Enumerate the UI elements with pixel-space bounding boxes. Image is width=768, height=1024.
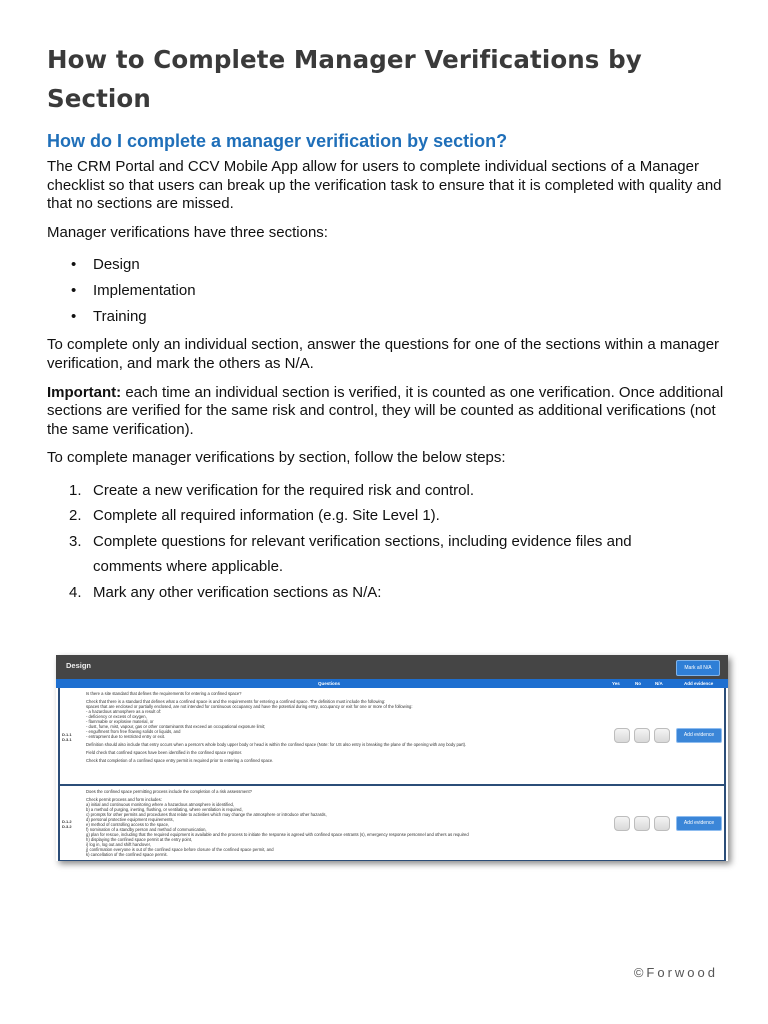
- copyright-footer: ©Forwood: [633, 965, 718, 980]
- list-item: • Implementation: [47, 278, 727, 304]
- bullet-icon: •: [71, 282, 77, 300]
- section-heading: How do I complete a manager verification by section?: [47, 131, 508, 151]
- no-radio[interactable]: [634, 816, 650, 831]
- steps-list: [47, 478, 727, 606]
- steps-intro: To complete manager verifications by section, follow the below steps:: [47, 449, 506, 467]
- individual-section-paragraph: To complete only an individual section, answer the questions for one of the sections within a manager verification, and mark the others as N/A.: [47, 336, 720, 372]
- yes-radio[interactable]: [614, 816, 630, 831]
- question-text: Does the confined space permitting process include the completion of a risk assessment? Check permit process and form includes: a) initial and continuous monitoring where a hazardous atmosphere is identified, b) a method of purging, inerting, flushing, or ventilating, where ventilation is required, c) prompts for other permits and procedures that relate to activities which may change the atmosphere or introduce other hazards, d) personal protective equipment requirements, e) method of controlling access to the space, f) nomination of a standby person and method of communication, g) plan for rescue, including that the required equipment is available and the process to initiate the response is agreed with confined space entrants (s), emergency response personnel and others as required h) displaying the confined space permit at the entry point, i) log in, log out and shift handover, j) confirmation everyone is out of the confined space before closure of the confined space permit, and k) cancellation of the confined space permit.: [86, 789, 469, 857]
- question-code: D.1.1 D.3.1: [62, 732, 72, 742]
- question-row: [58, 688, 726, 786]
- bullet-icon: •: [71, 308, 77, 326]
- intro-paragraph: The CRM Portal and CCV Mobile App allow for users to complete individual sections of a Manager checklist so that users can break up the verification task to ensure that it is completed with quality and that no sections are missed.: [47, 158, 722, 213]
- important-paragraph: [47, 384, 727, 440]
- sections-intro: Manager verifications have three sections:: [47, 223, 328, 241]
- question-code: D.1.2 D.3.2: [62, 819, 72, 829]
- list-item: 4. Mark any other verification sections as N/A:: [69, 583, 382, 601]
- column-questions: Questions: [318, 681, 341, 686]
- document-page: [47, 40, 727, 605]
- page-title: [47, 40, 727, 118]
- column-na: N/A: [655, 681, 663, 686]
- list-item: 3. Complete questions for relevant verification sections, including evidence files and comments where applicable.: [69, 532, 632, 576]
- yes-radio[interactable]: [614, 728, 630, 743]
- important-text: each time an individual section is verified, it is counted as one verification. Once additional sections are verified for the same risk and control, they will be counted as additional verifications (not the same verification).: [47, 383, 724, 438]
- question-row: [58, 786, 726, 861]
- no-radio[interactable]: [634, 728, 650, 743]
- column-add-evidence: Add evidence: [684, 681, 714, 686]
- list-item: 2. Complete all required information (e.g. Site Level 1).: [69, 507, 440, 525]
- mark-all-na-button[interactable]: Mark all N/A: [676, 660, 720, 676]
- questions-column-header: [56, 679, 728, 688]
- add-evidence-button[interactable]: Add evidence: [676, 816, 722, 831]
- question-text: Is there a site standard that defines the requirements for entering a confined space? Check that there is a standard that defines what a confined space is and the requirements for entering a confined space. The definition must include the following: spaces that are enclosed or partially enclosed, are not intended for continuous occupancy and have the potential during entry, occupancy or exit for one or more of the following: - a hazardous atmosphere as a result of: - deficiency or excess of oxygen, - flammable or explosive material, or - dust, fume, mist, vapour, gas or other contaminants that exceed an occupational exposure limit; - engulfment from free flowing solids or liquids, and - entrapment due to restricted entry or exit. Definition should also include that entry occurs when a person's whole body upper body or head is within the confined space (Note: for US also entry is breaking the plane of the opening with any body part). Field check that confined spaces have been identified in the confined space register. Check that completion of a confined space entry permit is required prior to entering a confined space.: [86, 691, 467, 763]
- verification-screenshot: [56, 655, 728, 861]
- sections-list: [47, 252, 727, 330]
- bullet-icon: •: [71, 256, 77, 274]
- na-radio[interactable]: [654, 816, 670, 831]
- add-evidence-button[interactable]: Add evidence: [676, 728, 722, 743]
- section-title: Design: [66, 661, 92, 670]
- section-header-bar: [56, 655, 728, 679]
- list-item: • Training: [47, 304, 727, 330]
- na-radio[interactable]: [654, 728, 670, 743]
- list-item: 1. Create a new verification for the required risk and control.: [69, 481, 475, 499]
- title-line-2: Section: [47, 84, 151, 113]
- important-label: Important:: [47, 383, 122, 401]
- column-yes: Yes: [612, 681, 620, 686]
- list-item: • Design: [47, 252, 727, 278]
- column-no: No: [635, 681, 641, 686]
- title-line-1: How to Complete Manager Verifications by: [47, 45, 642, 74]
